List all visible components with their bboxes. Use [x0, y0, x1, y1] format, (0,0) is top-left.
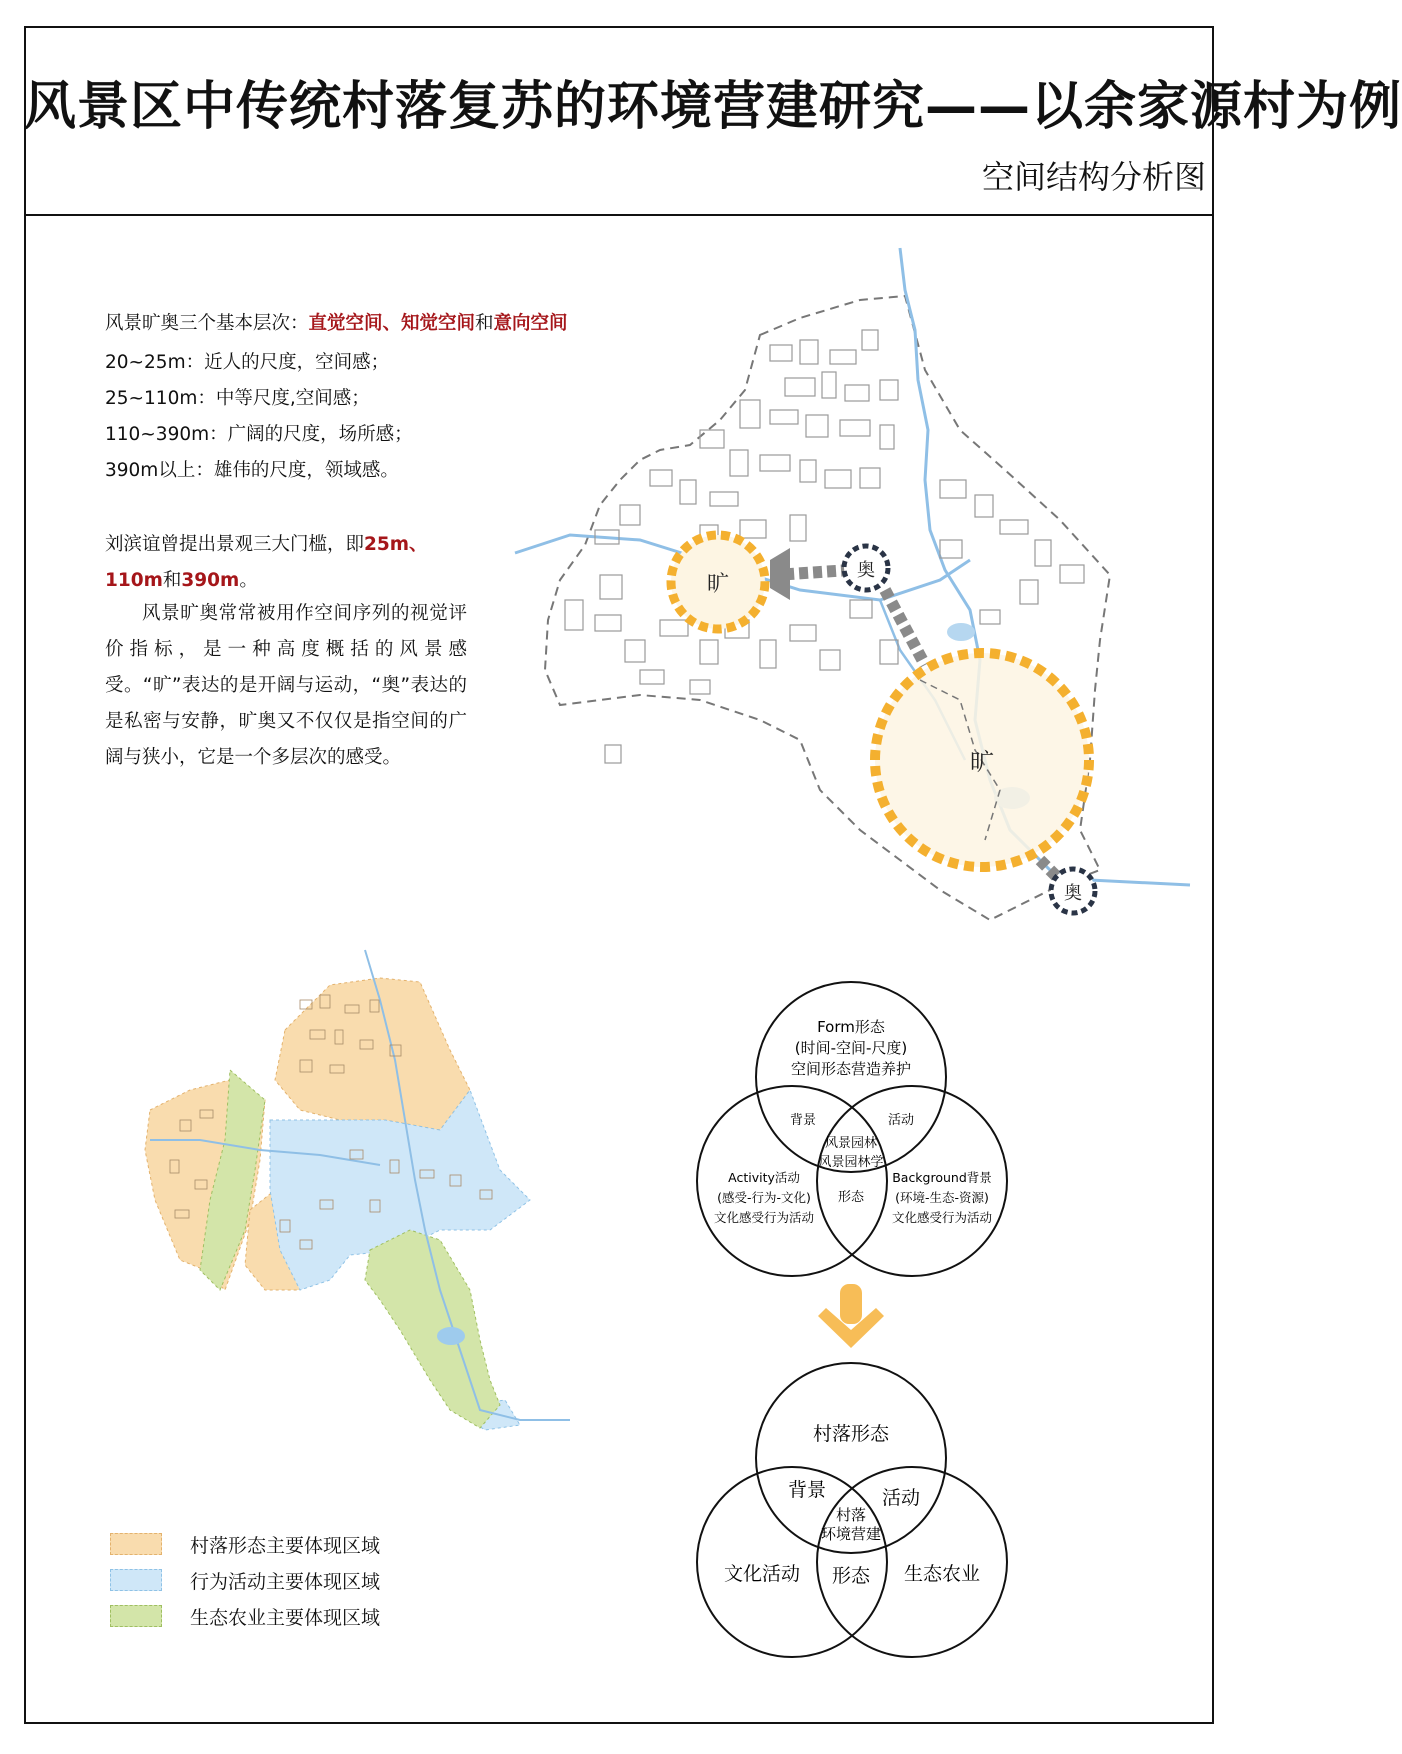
levels-prefix: 风景旷奥三个基本层次：	[105, 313, 309, 334]
venn1-center-1: 风景园林	[824, 1136, 878, 1151]
scale-line-1: 20~25m：近人的尺度，空间感；	[105, 352, 390, 373]
legend-label-activity: 行为活动主要体现区域	[190, 1570, 381, 1593]
venn1-activity-title: Activity活动	[728, 1170, 800, 1185]
scale-line-2: 25~110m：中等尺度,空间感；	[105, 388, 370, 409]
levels-and: 和	[475, 313, 494, 334]
ao-label-1: 奥	[857, 560, 875, 581]
page-subtitle: 空间结构分析图	[981, 158, 1206, 196]
venn1-overlap-form: 形态	[837, 1190, 865, 1205]
kuang-ao-paragraph: 风景旷奥常常被用作空间序列的视觉评价指标，是一种高度概括的风景感受。“旷”表达的是开阔与运动，“奥”表达的是私密与安静，旷奥又不仅仅是指空间的广阔与狭小，它是一个多层次的感受。	[105, 603, 467, 768]
kuang-label-small: 旷	[706, 572, 730, 597]
threshold-and: 和	[162, 570, 182, 591]
venn1-background-title: Background背景	[892, 1170, 992, 1185]
venn2-ecology: 生态农业	[903, 1563, 981, 1585]
venn1-form-sub: (时间-空间-尺度)	[794, 1039, 908, 1057]
venn1-activity-desc: 文化感受行为活动	[713, 1210, 815, 1225]
ao-label-2: 奥	[1064, 883, 1082, 904]
venn2-center-1: 村落	[835, 1506, 867, 1524]
venn2-overlap-act: 活动	[881, 1487, 921, 1509]
venn1-center-2: 风景园林学	[818, 1155, 884, 1170]
kuang-label-large: 旷	[970, 748, 994, 776]
threshold-390m: 390m	[181, 570, 240, 591]
venn1-overlap-bg: 背景	[789, 1113, 817, 1128]
threshold-prefix: 刘滨谊曾提出景观三大门槛，即	[105, 534, 365, 555]
legend-label-ecology: 生态农业主要体现区域	[190, 1606, 381, 1629]
scale-line-3: 110~390m：广阔的尺度，场所感；	[105, 424, 413, 445]
venn1-activity-sub: (感受-行为-文化)	[717, 1190, 811, 1205]
scale-line-4: 390m以上：雄伟的尺度，领域感。	[105, 460, 399, 481]
venn2-form: 村落形态	[812, 1423, 890, 1445]
levels-highlight: 直觉空间、知觉空间	[308, 313, 476, 334]
venn2-overlap-form: 形态	[831, 1565, 871, 1587]
page-title: 风景区中传统村落复苏的环境营建研究——以余家源村为例	[24, 77, 1402, 137]
venn1-form-desc: 空间形态营造养护	[790, 1060, 912, 1078]
venn2-center-2: 环境营建	[820, 1525, 882, 1543]
levels-highlight-2: 意向空间	[493, 313, 568, 334]
legend-label-village-form: 村落形态主要体现区域	[190, 1534, 381, 1557]
venn1-background-sub: (环境-生态-资源)	[895, 1190, 989, 1205]
venn2-culture: 文化活动	[723, 1563, 801, 1585]
venn1-overlap-act: 活动	[887, 1113, 915, 1128]
venn1-background-desc: 文化感受行为活动	[891, 1210, 993, 1225]
threshold-25m: 25m、	[364, 534, 428, 555]
threshold-end: 。	[239, 570, 258, 591]
venn1-form-title: Form形态	[817, 1018, 885, 1036]
threshold-110m: 110m	[105, 570, 163, 591]
down-arrow-icon	[818, 1284, 884, 1348]
venn2-overlap-bg: 背景	[787, 1479, 827, 1501]
